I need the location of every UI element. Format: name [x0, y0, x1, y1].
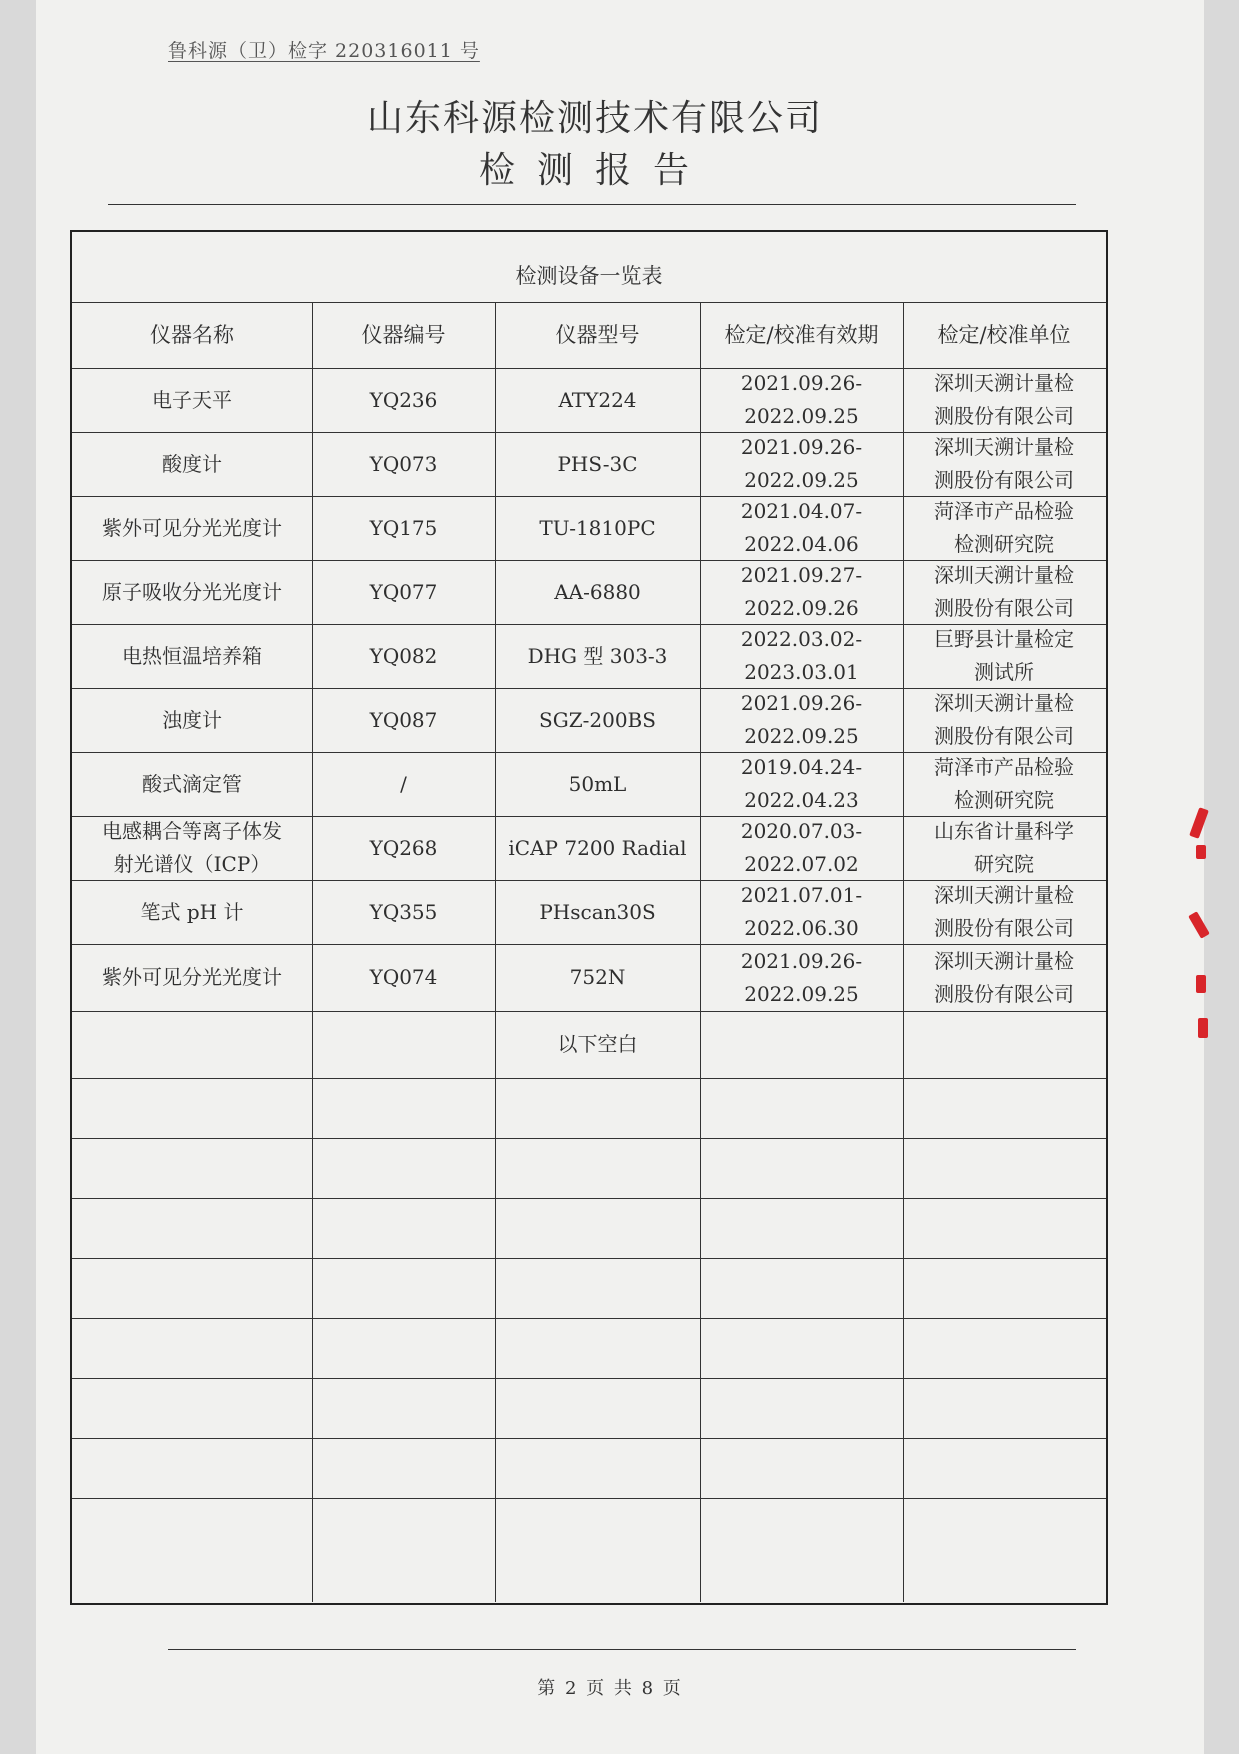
cell-calibration-validity: 2019.04.24- 2022.04.23	[740, 755, 863, 812]
cell-calibration-validity: 2020.07.03- 2022.07.02	[740, 819, 863, 876]
cell-instrument-id: YQ175	[369, 515, 438, 540]
cell-calibration-validity: 2021.09.26- 2022.09.25	[740, 371, 863, 428]
cell-instrument-name: 酸式滴定管	[142, 771, 242, 796]
cell-instrument-model: PHS-3C	[557, 451, 638, 476]
cell-instrument-model: TU-1810PC	[539, 515, 656, 540]
table-rule	[72, 1198, 1106, 1199]
cell-calibration-unit: 山东省计量科学 研究院	[934, 819, 1074, 876]
cell-calibration-unit: 深圳天溯计量检 测股份有限公司	[934, 691, 1074, 748]
cell-calibration-validity: 2021.09.26- 2022.09.25	[740, 948, 863, 1006]
cell-instrument-id: YQ355	[369, 899, 438, 924]
cell-instrument-model: PHscan30S	[539, 899, 656, 924]
cell-calibration-validity: 2021.09.26- 2022.09.25	[740, 691, 863, 748]
seal-stamp-fragment	[1196, 845, 1206, 859]
blank-note: 以下空白	[557, 1032, 638, 1056]
cell-instrument-id: YQ268	[369, 835, 438, 860]
cell-instrument-name: 酸度计	[162, 451, 222, 476]
header-instrument-model: 仪器型号	[555, 322, 640, 347]
cell-instrument-name: 电子天平	[152, 387, 232, 412]
cell-instrument-id: YQ074	[369, 965, 438, 989]
cell-instrument-model: ATY224	[558, 387, 637, 412]
cell-calibration-unit: 深圳天溯计量检 测股份有限公司	[934, 435, 1074, 492]
header-divider	[108, 204, 1076, 205]
cell-instrument-model: 752N	[569, 965, 626, 989]
cell-calibration-validity: 2021.07.01- 2022.06.30	[740, 883, 863, 940]
cell-calibration-validity: 2022.03.02- 2023.03.01	[740, 627, 863, 684]
cell-instrument-name: 笔式 pH 计	[140, 899, 244, 924]
table-rule	[72, 1378, 1106, 1379]
cell-calibration-validity: 2021.04.07- 2022.04.06	[740, 499, 863, 556]
cell-calibration-unit: 深圳天溯计量检 测股份有限公司	[934, 371, 1074, 428]
seal-stamp-fragment	[1196, 975, 1206, 993]
cell-instrument-name: 紫外可见分光光度计	[102, 515, 282, 540]
cell-instrument-id: YQ073	[369, 451, 438, 476]
report-title: 检测报告	[478, 150, 711, 191]
company-name: 山东科源检测技术有限公司	[366, 98, 823, 139]
seal-stamp-fragment	[1198, 1018, 1208, 1038]
cell-calibration-validity: 2021.09.26- 2022.09.25	[740, 435, 863, 492]
table-rule	[72, 1318, 1106, 1319]
cell-calibration-unit: 深圳天溯计量检 测股份有限公司	[934, 563, 1074, 620]
cell-instrument-name: 浊度计	[162, 707, 222, 732]
header-calibration-validity: 检定/校准有效期	[724, 322, 879, 347]
table-rule	[72, 1078, 1106, 1079]
header-instrument-name: 仪器名称	[150, 322, 234, 347]
cell-instrument-model: iCAP 7200 Radial	[508, 835, 687, 860]
table-rule	[72, 1258, 1106, 1259]
cell-instrument-name: 电感耦合等离子体发 射光谱仪（ICP）	[102, 819, 282, 876]
cell-instrument-model: 50mL	[568, 771, 627, 796]
cell-instrument-name: 电热恒温培养箱	[122, 643, 262, 668]
report-reference-number: 鲁科源（卫）检字 220316011 号	[168, 40, 480, 62]
cell-instrument-model: AA-6880	[554, 579, 641, 604]
table-rule	[72, 1138, 1106, 1139]
footer-divider	[168, 1649, 1076, 1650]
cell-instrument-id: YQ082	[369, 643, 438, 668]
table-rule	[72, 1438, 1106, 1439]
table-rule	[72, 1498, 1106, 1499]
header-calibration-unit: 检定/校准单位	[937, 322, 1071, 347]
cell-instrument-name: 紫外可见分光光度计	[102, 965, 282, 989]
header-instrument-id: 仪器编号	[361, 322, 446, 347]
cell-instrument-name: 原子吸收分光光度计	[102, 579, 282, 604]
cell-instrument-id: YQ077	[369, 579, 438, 604]
cell-calibration-unit: 菏泽市产品检验 检测研究院	[934, 499, 1074, 556]
table-title: 检测设备一览表	[515, 264, 663, 288]
page-number: 第 2 页 共 8 页	[537, 1678, 683, 1699]
cell-instrument-id: /	[400, 771, 407, 796]
equipment-table	[70, 230, 1108, 1605]
cell-instrument-model: DHG 型 303-3	[527, 643, 668, 668]
cell-calibration-unit: 深圳天溯计量检 测股份有限公司	[934, 883, 1074, 940]
cell-calibration-unit: 巨野县计量检定 测试所	[934, 627, 1074, 684]
cell-instrument-id: YQ087	[369, 707, 438, 732]
cell-calibration-unit: 深圳天溯计量检 测股份有限公司	[934, 948, 1074, 1006]
cell-instrument-id: YQ236	[369, 387, 438, 412]
cell-calibration-unit: 菏泽市产品检验 检测研究院	[934, 755, 1074, 812]
cell-instrument-model: SGZ-200BS	[539, 707, 656, 732]
cell-calibration-validity: 2021.09.27- 2022.09.26	[740, 563, 863, 620]
